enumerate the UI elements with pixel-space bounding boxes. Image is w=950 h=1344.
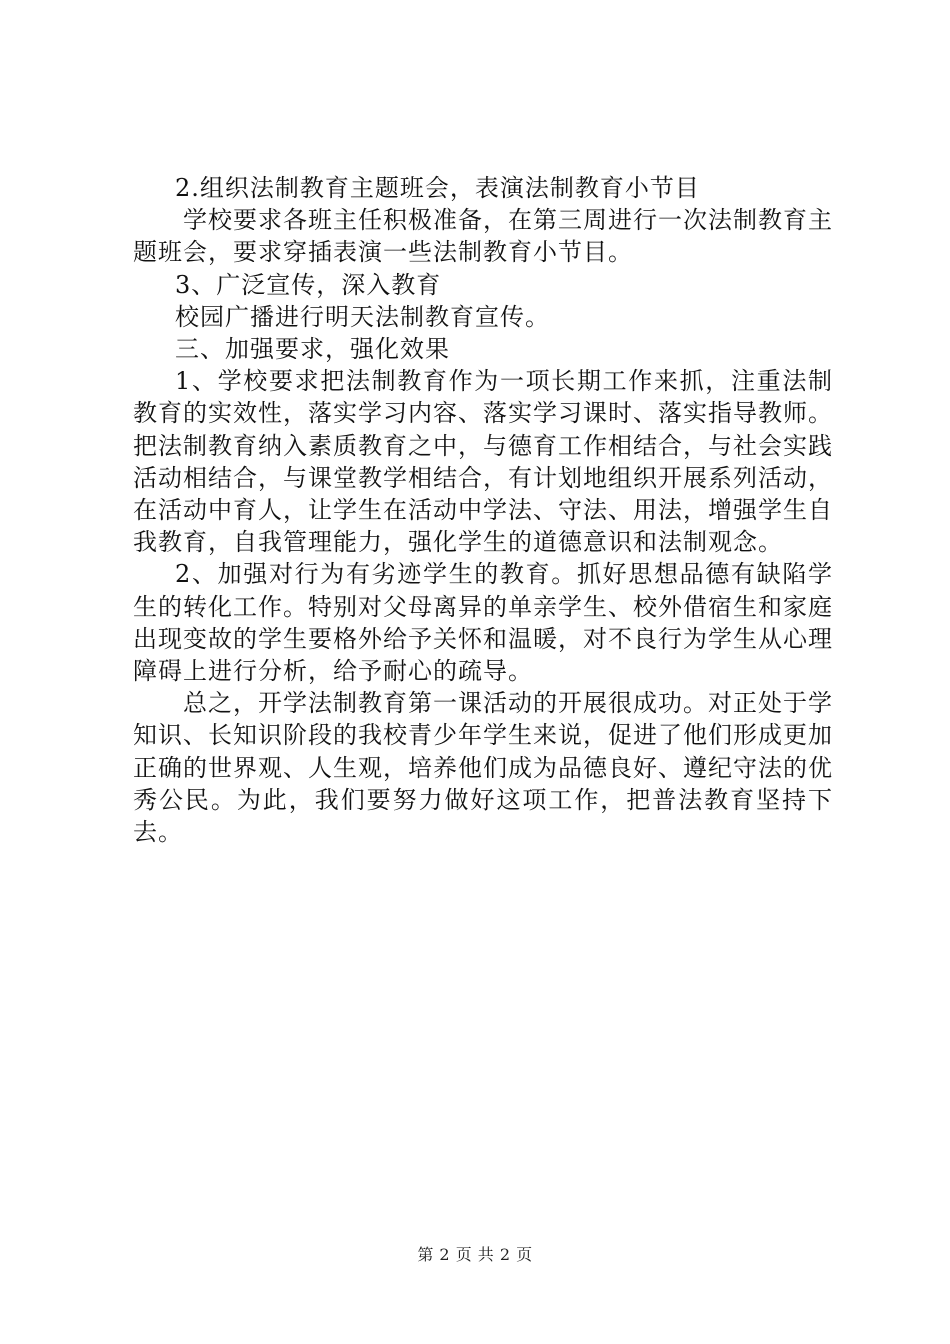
document-body bbox=[133, 172, 833, 848]
paragraph-conclusion: 总之，开学法制教育第一课活动的开展很成功。对正处于学知识、长知识阶段的我校青少年学生来说，促进了他们形成更加正确的世界观、人生观，培养他们成为品德良好、遵纪守法的优秀公民。为此，我们要努力做好这项工作，把普法教育坚持下去。 bbox=[133, 689, 833, 847]
section-heading-strengthen: 三、加强要求，强化效果 bbox=[175, 335, 450, 364]
paragraph-long-term-work: 1、学校要求把法制教育作为一项长期工作来抓，注重法制教育的实效性，落实学习内容、落实学习课时、落实指导教师。把法制教育纳入素质教育之中，与德育工作相结合，与社会实践活动相结合，与课堂教学相结合，有计划地组织开展系列活动，在活动中育人，让学生在活动中学法、守法、用法，增强学生自我教育，自我管理能力，强化学生的道德意识和法制观念。 bbox=[133, 367, 833, 557]
page-number-footer: 第 2 页 共 2 页 bbox=[417, 1245, 533, 1264]
paragraph-class-meeting: 学校要求各班主任积极准备，在第三周进行一次法制教育主题班会，要求穿插表演一些法制教育小节目。 bbox=[133, 206, 833, 267]
paragraph-broadcast: 校园广播进行明天法制教育宣传。 bbox=[175, 302, 550, 331]
subheading-class-meeting: 2.组织法制教育主题班会，表演法制教育小节目 bbox=[175, 174, 700, 202]
subheading-publicity: 3、广泛宣传，深入教育 bbox=[175, 270, 442, 299]
paragraph-special-students: 2、加强对行为有劣迹学生的教育。抓好思想品德有缺陷学生的转化工作。特别对父母离异的单亲学生、校外借宿生和家庭出现变故的学生要格外给予关怀和温暖，对不良行为学生从心理障碍上进行分析，给予耐心的疏导。 bbox=[133, 560, 833, 686]
